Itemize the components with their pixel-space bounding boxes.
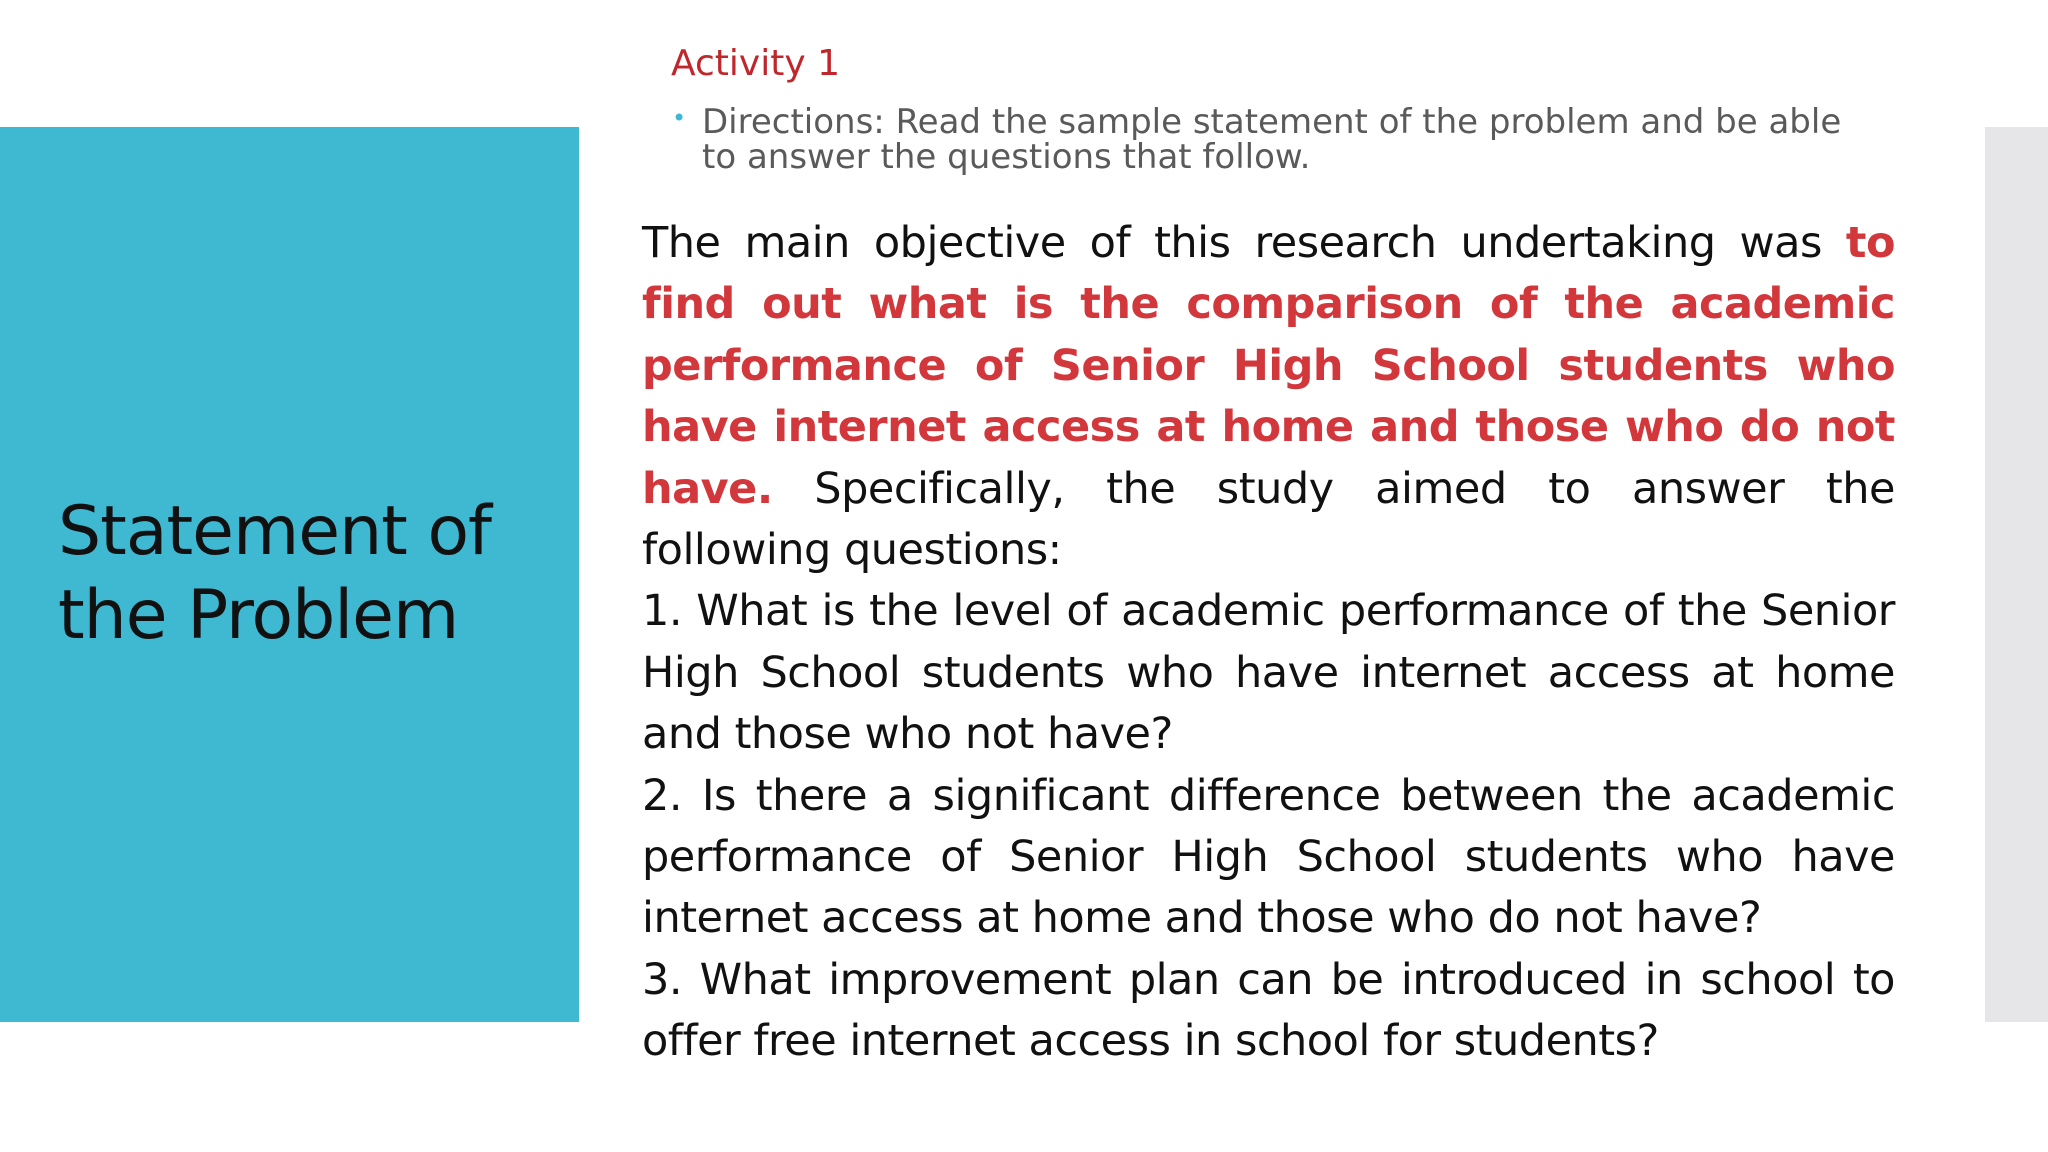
- problem-statement: [642, 213, 1895, 1073]
- bullet-icon: •: [672, 104, 687, 132]
- intro-plain: The main objective of this research undertaking was: [642, 218, 1846, 268]
- slide-title: Statement of the Problem: [58, 492, 491, 655]
- right-side-bar: [1985, 127, 2048, 1022]
- directions-text: Directions: Read the sample statement of the problem and be able to answer the questions that follow.: [702, 102, 1842, 177]
- question-1: 1. What is the level of academic performance of the Senior High School students who have internet access at home and those who not have?: [642, 586, 1895, 760]
- intro-paragraph: [642, 213, 1895, 581]
- question-2: 2. Is there a significant difference between the academic performance of Senior High School students who have internet access at home and those who do not have?: [642, 770, 1895, 944]
- activity-heading: Activity 1: [671, 43, 840, 84]
- intro-rest: Specifically, the study aimed to answer the following questions:: [642, 463, 1895, 576]
- intro-highlight: to find out what is the comparison of the academic performance of Senior High School students who have internet access at home and those who do not have.: [642, 218, 1895, 514]
- question-3: 3. What improvement plan can be introduced in school to offer free internet access in school for students?: [642, 954, 1895, 1067]
- directions-bullet: [672, 102, 1872, 177]
